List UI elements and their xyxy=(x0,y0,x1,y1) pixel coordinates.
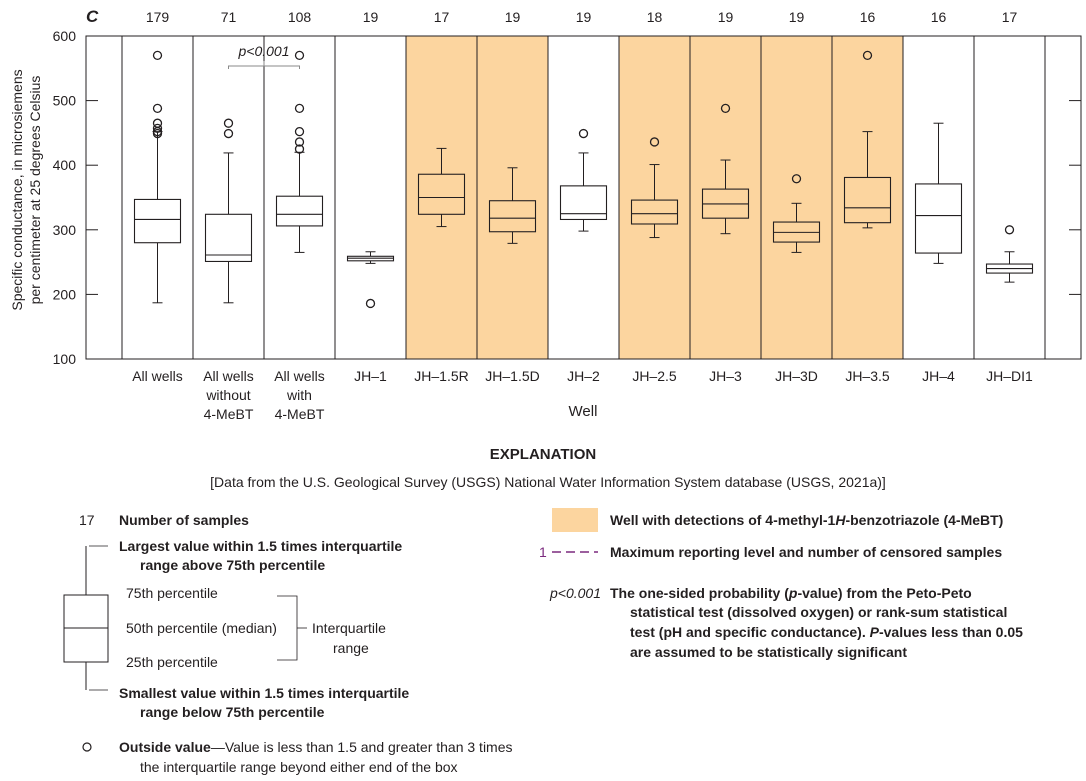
box-3 xyxy=(348,252,394,308)
legend-iqr-2: range xyxy=(333,640,369,656)
sample-count: 16 xyxy=(930,9,947,25)
y-tick-label: 500 xyxy=(52,92,76,109)
box-1 xyxy=(206,119,252,303)
legend-p-line1-pre: The one-sided probability ( xyxy=(610,585,789,601)
legend-mebt-label xyxy=(610,511,1003,530)
x-axis-label: Well xyxy=(568,403,598,420)
x-tick-label: JH–1.5D xyxy=(485,368,540,384)
legend-p-line3-text: test (pH and specific conductance). xyxy=(630,624,866,640)
outlier-point xyxy=(225,130,233,138)
x-tick-label: JH–1 xyxy=(354,368,387,384)
legend-whisker-low-2: range below 75th percentile xyxy=(140,704,325,720)
outlier-point xyxy=(1006,226,1014,234)
outlier-point xyxy=(367,299,375,307)
sample-count: 17 xyxy=(433,9,450,25)
legend-p25: 25th percentile xyxy=(126,654,218,670)
legend-n-label: Number of samples xyxy=(119,512,249,528)
iqr-box xyxy=(135,199,181,242)
x-tick-label: 4-MeBT xyxy=(274,406,325,422)
x-tick-label: All wells xyxy=(203,368,254,384)
x-tick-label: with xyxy=(287,387,312,403)
box-0 xyxy=(135,51,181,302)
y-tick-label: 600 xyxy=(52,28,76,44)
y-axis-label-line-2: per centimeter at 25 degrees Celsius xyxy=(27,75,43,305)
y-axis-label-line-1: Specific conductance, in microsiemens xyxy=(9,69,25,311)
legend-p50: 50th percentile (median) xyxy=(126,620,277,636)
legend-p-line3-post: -values less than 0.05 xyxy=(878,624,1023,640)
x-tick-label: JH–3.5 xyxy=(845,368,890,384)
sample-count: 108 xyxy=(287,9,312,25)
outlier-point xyxy=(296,104,304,112)
iqr-box xyxy=(206,214,252,261)
legend-whisker-low-1: Smallest value within 1.5 times interquartile xyxy=(119,685,410,701)
sample-count: 19 xyxy=(362,9,379,25)
p-value-text: p<0.001 xyxy=(238,43,290,59)
iqr-box xyxy=(277,196,323,226)
y-tick-label: 200 xyxy=(52,286,76,303)
x-tick-label: JH–2.5 xyxy=(632,368,677,384)
y-tick-label: 100 xyxy=(52,351,76,367)
box-6 xyxy=(561,130,607,232)
iqr-box xyxy=(490,201,536,232)
mebt-swatch xyxy=(552,508,598,532)
sample-count: 71 xyxy=(220,9,237,25)
x-tick-label: JH–1.5R xyxy=(414,368,469,384)
iqr-box xyxy=(632,200,678,224)
sample-count: 19 xyxy=(504,9,521,25)
legend-p-line1-italic: p xyxy=(788,585,798,601)
legend-mebt-pre: Well with detections of 4-methyl-1 xyxy=(610,512,836,528)
iqr-box xyxy=(845,177,891,222)
sample-count: 17 xyxy=(1001,9,1018,25)
legend-outside-rest: —Value is less than 1.5 and greater than 3 times xyxy=(210,739,513,755)
x-tick-label: JH–3 xyxy=(709,368,742,384)
box-11 xyxy=(916,123,962,263)
legend-p-line-3 xyxy=(630,623,1023,642)
mebt-band xyxy=(761,36,832,359)
legend-censor-num: 1 xyxy=(539,544,547,560)
outlier-point xyxy=(296,128,304,136)
x-tick-label: All wells xyxy=(132,368,183,384)
box-2 xyxy=(277,51,323,252)
iqr-box xyxy=(419,174,465,214)
legend-p-line-4: are assumed to be statistically significant xyxy=(630,644,907,660)
y-tick-label: 400 xyxy=(52,157,76,174)
legend-p-line3-italic: P xyxy=(869,624,879,640)
outlier-point xyxy=(296,51,304,59)
p-value-annotation xyxy=(229,43,300,69)
panel-label: C xyxy=(86,7,99,26)
legend-mebt-post: -benzotriazole (4-MeBT) xyxy=(845,512,1004,528)
y-tick-label: 300 xyxy=(52,221,76,238)
x-tick-label: JH–4 xyxy=(922,368,955,384)
sample-counts xyxy=(146,9,1018,25)
iqr-box xyxy=(561,186,607,220)
legend-p-line-2: statistical test (dissolved oxygen) or rank-sum statistical xyxy=(630,604,1008,620)
outlier-point xyxy=(580,130,588,138)
legend-whisker-high-1: Largest value within 1.5 times interquartile xyxy=(119,538,403,554)
explanation-title: EXPLANATION xyxy=(489,446,597,463)
legend-censor-label: Maximum reporting level and number of censored samples xyxy=(610,544,1003,560)
legend-p-line1-post: -value) from the Peto-Peto xyxy=(797,585,972,601)
legend-outside-bold: Outside value xyxy=(119,739,211,755)
sample-count: 19 xyxy=(575,9,592,25)
box-12 xyxy=(987,226,1033,282)
outlier-point xyxy=(154,51,162,59)
legend-outside-line-1 xyxy=(119,738,513,757)
legend-mebt-italic: H xyxy=(835,512,846,528)
legend-outside-line-2: the interquartile range beyond either end of the box xyxy=(140,759,458,775)
explanation-source: [Data from the U.S. Geological Survey (USGS) National Water Information System database (USGS, 2021a)] xyxy=(210,474,886,490)
legend-p-line-1 xyxy=(610,584,972,603)
outlier-point xyxy=(154,119,162,127)
sample-count: 16 xyxy=(859,9,876,25)
legend-iqr-1: Interquartile xyxy=(312,620,386,636)
legend-p75: 75th percentile xyxy=(126,585,218,601)
sample-count: 19 xyxy=(788,9,805,25)
outlier-point xyxy=(154,104,162,112)
sample-count: 19 xyxy=(717,9,734,25)
sample-count: 179 xyxy=(145,9,170,25)
legend-p-example: p<0.001 xyxy=(550,585,601,601)
outlier-marker-icon xyxy=(80,740,94,754)
iqr-box xyxy=(916,184,962,253)
x-tick-label: JH–2 xyxy=(567,368,600,384)
x-tick-label: without xyxy=(206,387,251,403)
x-tick-label: 4-MeBT xyxy=(203,406,254,422)
x-tick-label: JH–3D xyxy=(775,368,818,384)
outlier-point xyxy=(225,119,233,127)
sample-count: 18 xyxy=(646,9,663,25)
legend-n-example: 17 xyxy=(79,512,95,528)
x-tick-label: JH–DI1 xyxy=(986,368,1033,384)
legend-whisker-high-2: range above 75th percentile xyxy=(140,557,326,573)
x-tick-label: All wells xyxy=(274,368,325,384)
censor-dash-icon xyxy=(552,545,602,559)
